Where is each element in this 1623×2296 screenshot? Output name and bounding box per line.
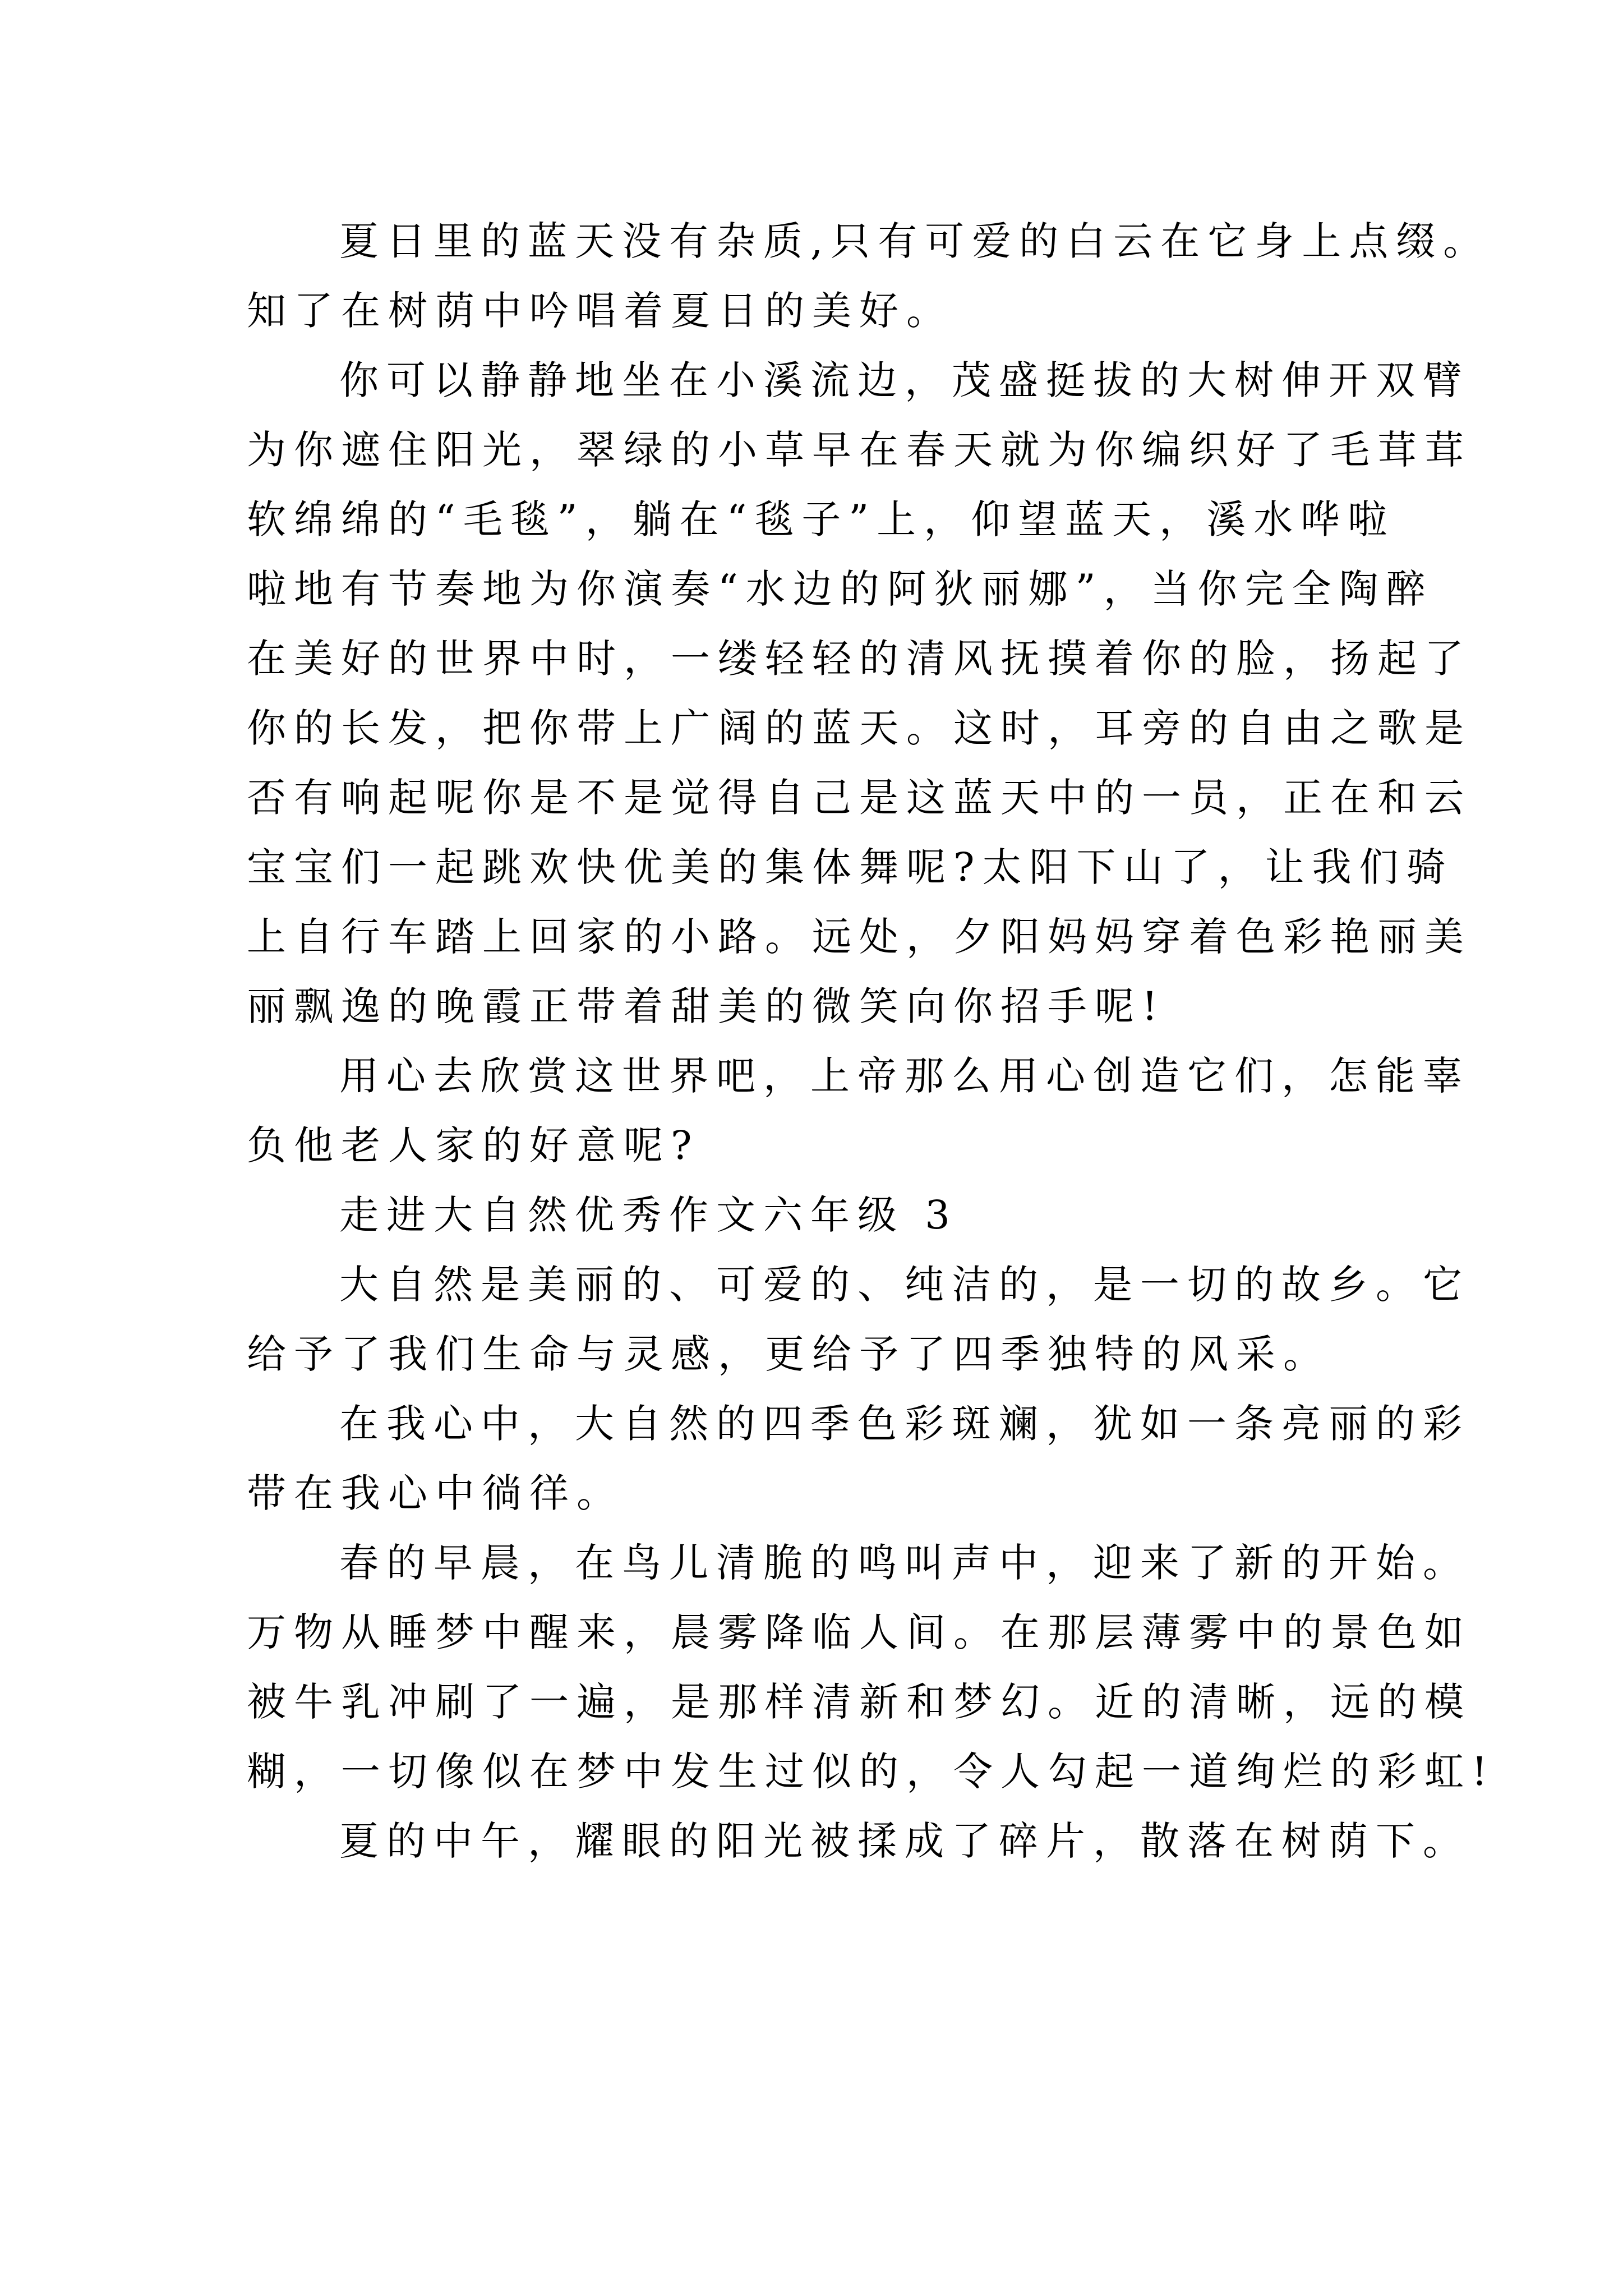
text-line: 宝宝们一起跳欢快优美的集体舞呢?太阳下山了，让我们骑: [247, 844, 1454, 890]
text-line: 在我心中，大自然的四季色彩斑斓，犹如一条亮丽的彩: [339, 1401, 1470, 1447]
text-line: 在美好的世界中时，一缕轻轻的清风抚摸着你的脸，扬起了: [247, 636, 1472, 682]
text-line: 给予了我们生命与灵感，更给予了四季独特的风采。: [247, 1331, 1330, 1377]
text-line: 夏日里的蓝天没有杂质,只有可爱的白云在它身上点缀。: [339, 218, 1491, 264]
text-line: 夏的中午，耀眼的阳光被揉成了碎片，散落在树荫下。: [339, 1818, 1470, 1864]
text-line: 大自然是美丽的、可爱的、纯洁的，是一切的故乡。它: [339, 1262, 1470, 1308]
text-line: 春的早晨，在鸟儿清脆的鸣叫声中，迎来了新的开始。: [339, 1540, 1470, 1586]
text-line: 被牛乳冲刷了一遍，是那样清新和梦幻。近的清晰，远的模: [247, 1679, 1472, 1725]
text-line: 你可以静静地坐在小溪流边，茂盛挺拔的大树伸开双臂: [339, 357, 1470, 403]
text-line: 用心去欣赏这世界吧，上帝那么用心创造它们，怎能辜: [339, 1053, 1470, 1099]
text-line: 糊，一切像似在梦中发生过似的，令人勾起一道绚烂的彩虹!: [247, 1749, 1496, 1795]
text-line: 万物从睡梦中醒来，晨雾降临人间。在那层薄雾中的景色如: [247, 1609, 1472, 1655]
text-line: 软绵绵的“毛毯”，躺在“毯子”上，仰望蓝天，溪水哗啦: [247, 496, 1395, 542]
section-heading: 走进大自然优秀作文六年级 3: [339, 1192, 958, 1238]
text-line: 负他老人家的好意呢?: [247, 1122, 700, 1168]
text-line: 否有响起呢你是不是觉得自己是这蓝天中的一员，正在和云: [247, 775, 1472, 821]
text-line: 带在我心中徜徉。: [247, 1470, 624, 1516]
text-line: 丽飘逸的晚霞正带着甜美的微笑向你招手呢!: [247, 983, 1166, 1029]
text-line: 上自行车踏上回家的小路。远处，夕阳妈妈穿着色彩艳丽美: [247, 914, 1472, 960]
text-line: 知了在树荫中吟唱着夏日的美好。: [247, 288, 953, 334]
text-line: 你的长发，把你带上广阔的蓝天。这时，耳旁的自由之歌是: [247, 705, 1472, 751]
document-body: [247, 206, 1496, 1876]
text-line: 为你遮住阳光，翠绿的小草早在春天就为你编织好了毛茸茸: [247, 427, 1472, 473]
text-line: 啦地有节奏地为你演奏“水边的阿狄丽娜”，当你完全陶醉: [247, 566, 1433, 612]
